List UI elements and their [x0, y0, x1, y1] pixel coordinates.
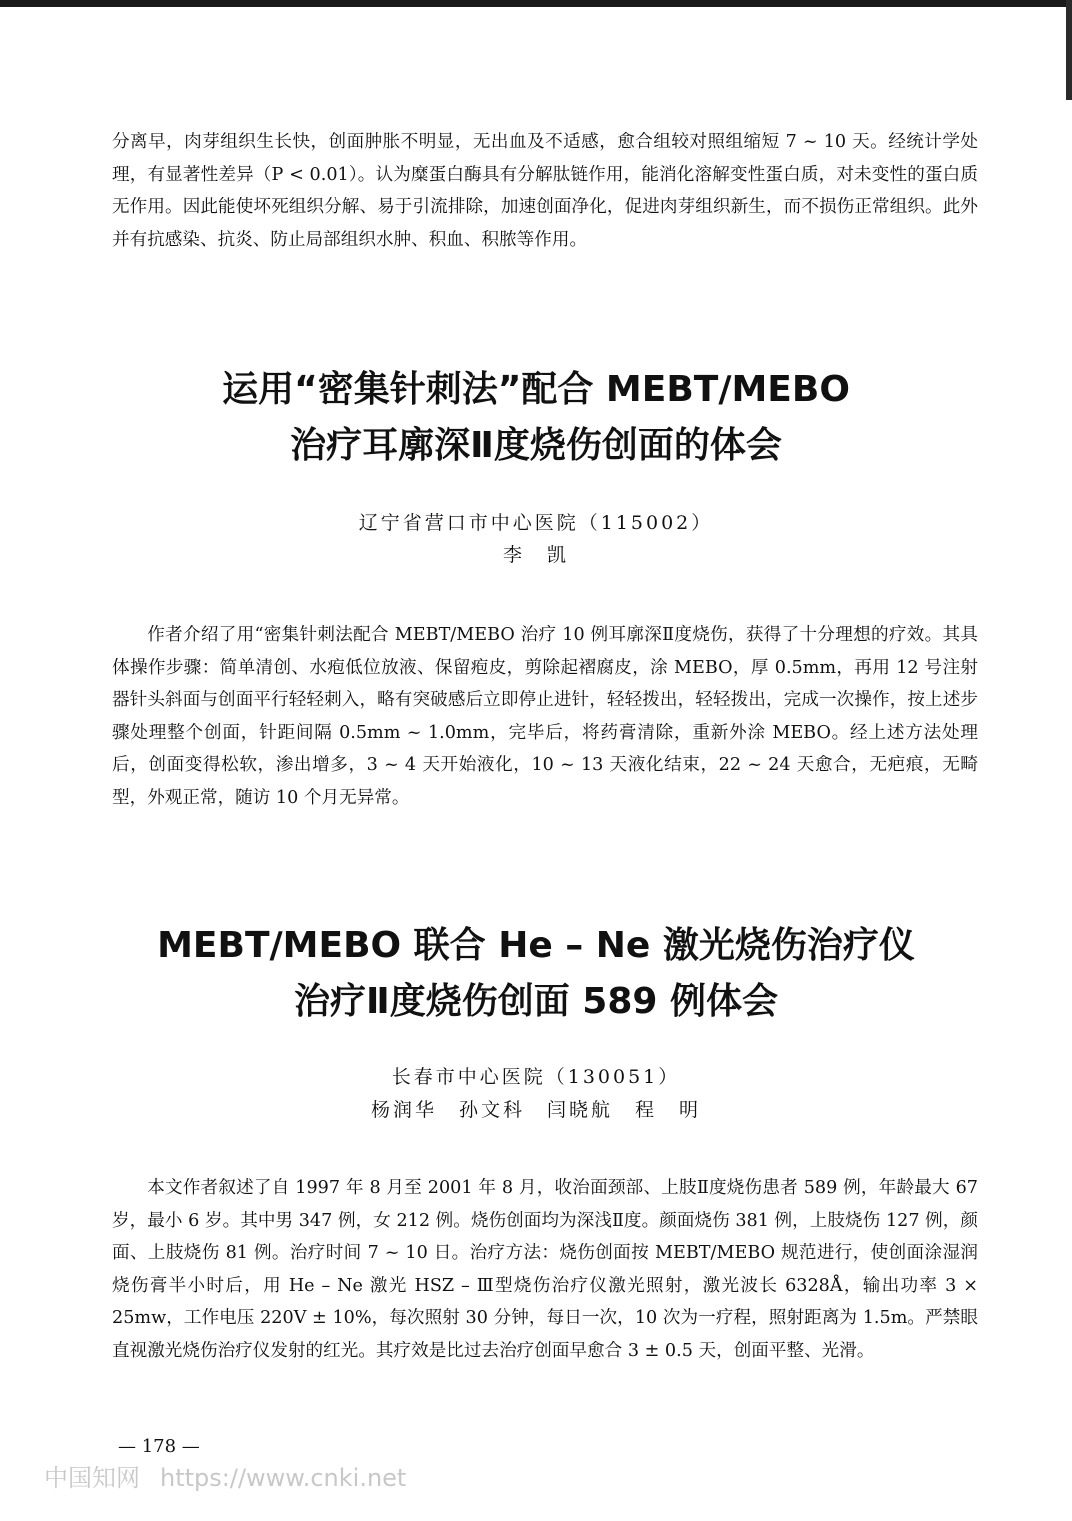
- watermark: [44, 1458, 406, 1493]
- top-rule: [0, 0, 1072, 7]
- intro-paragraph: 分离早，肉芽组织生长快，创面肿胀不明显，无出血及不适感，愈合组较对照组缩短 7 ~ 10 天。经统计学处理，有显著性差异（P < 0.01）。认为糜蛋白酶具有分解肽链作用，能消化溶解变性蛋白质，对未变性的蛋白质无作用。因此能使坏死组织分解、易于引流排除，加速创面净化，促进肉芽组织新生，而不损伤正常组织。此外并有抗感染、抗炎、防止局部组织水肿、积血、积脓等作用。: [112, 132, 978, 250]
- article2-title-line1: MEBT/MEBO 联合 He – Ne 激光烧伤治疗仪: [157, 925, 915, 966]
- article2-authors: 杨润华 孙文科 闫晓航 程 明: [370, 1099, 701, 1121]
- article2-title-line2: 治疗Ⅱ度烧伤创面 589 例体会: [294, 981, 778, 1022]
- watermark-url: https://www.cnki.net: [160, 1464, 407, 1492]
- article1-title-line2: 治疗耳廓深Ⅱ度烧伤创面的体会: [290, 425, 782, 466]
- scan-edge: [1066, 0, 1072, 100]
- article1-body: 作者介绍了用“密集针刺法配合 MEBT/MEBO 治疗 10 例耳廓深Ⅱ度烧伤，获得了十分理想的疗效。其具体操作步骤：简单清创、水疱低位放液、保留疱皮，剪除起褶腐皮，涂 MEBO，厚 0.5mm，再用 12 号注射器针头斜面与创面平行轻轻刺入，略有突破感后立即停止进针，轻轻拨出，轻轻拨出，完成一次操作，按上述步骤处理整个创面，针距间隔 0.5mm ~ 1.0mm，完毕后，将药膏清除，重新外涂 MEBO。经上述方法处理后，创面变得松软，渗出增多，3 ~ 4 天开始液化，10 ~ 13 天液化结束，22 ~ 24 天愈合，无疤痕，无畸型，外观正常，随访 10 个月无异常。: [112, 625, 978, 808]
- article1-affiliation: 辽宁省营口市中心医院（115002）: [358, 512, 714, 534]
- article1-title-line1: 运用“密集针刺法”配合 MEBT/MEBO: [222, 369, 850, 410]
- article1-title: [0, 362, 1072, 474]
- article1-authors: 李 凯: [502, 544, 569, 566]
- article2-affiliation: 长春市中心医院（130051）: [391, 1066, 681, 1088]
- watermark-logo: 中国知网: [44, 1464, 140, 1492]
- article2-title: [0, 918, 1072, 1030]
- article2-body: 本文作者叙述了自 1997 年 8 月至 2001 年 8 月，收治面颈部、上肢Ⅱ度烧伤患者 589 例，年龄最大 67 岁，最小 6 岁。其中男 347 例，女 212 例。烧伤创面均为深浅Ⅱ度。颜面烧伤 381 例，上肢烧伤 127 例，颜面、上肢烧伤 81 例。治疗时间 7 ~ 10 日。治疗方法：烧伤创面按 MEBT/MEBO 规范进行，使创面涂湿润烧伤膏半小时后，用 He – Ne 激光 HSZ – Ⅲ型烧伤治疗仪激光照射，激光波长 6328Å，输出功率 3 × 25mw，工作电压 220V ± 10%，每次照射 30 分钟，每日一次，10 次为一疗程，照射距离为 1.5m。严禁眼直视激光烧伤治疗仪发射的红光。其疗效是比过去治疗创面早愈合 3 ± 0.5 天，创面平整、光滑。: [112, 1178, 978, 1361]
- page-number: — 178 —: [118, 1436, 200, 1457]
